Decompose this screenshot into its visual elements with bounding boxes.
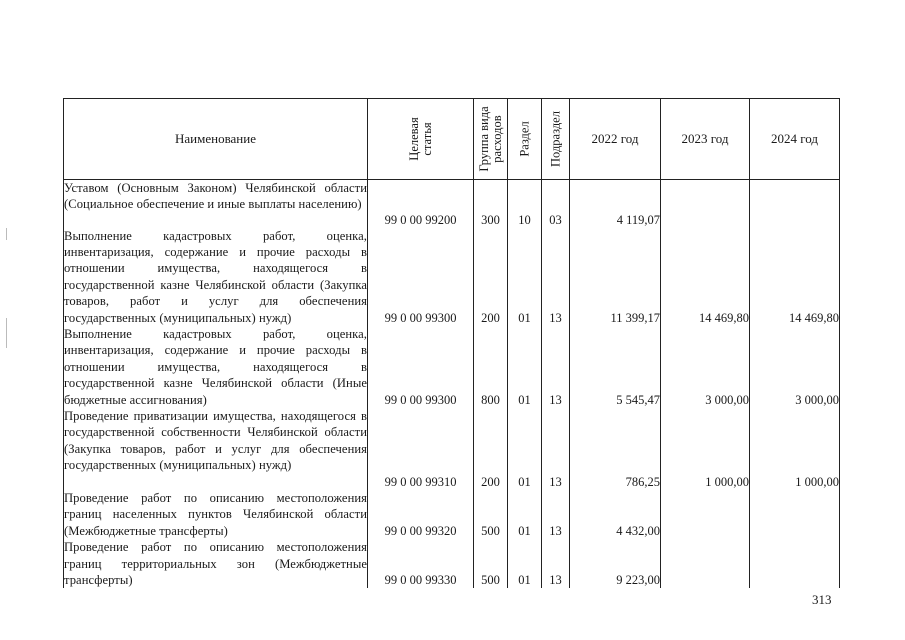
table-row	[64, 490, 840, 539]
row-2022: 11 399,17	[570, 228, 661, 326]
header-expense-group: Группа вида расходов	[474, 99, 508, 180]
row-2024: 1 000,00	[750, 408, 840, 490]
row-subsection: 13	[542, 490, 570, 539]
row-expense-group: 500	[474, 539, 508, 588]
row-2023	[661, 490, 750, 539]
row-expense-group: 300	[474, 180, 508, 228]
table-body	[64, 180, 840, 589]
table-row	[64, 228, 840, 326]
row-section: 01	[508, 228, 542, 326]
header-name: Наименование	[64, 99, 368, 180]
row-subsection: 03	[542, 180, 570, 228]
row-2023	[661, 180, 750, 228]
row-target-article: 99 0 00 99300	[368, 326, 474, 408]
row-name: Уставом (Основным Законом) Челябинской области (Социальное обеспечение и иные выплаты населению)	[64, 180, 368, 228]
row-target-article: 99 0 00 99320	[368, 490, 474, 539]
row-expense-group: 200	[474, 408, 508, 490]
row-subsection: 13	[542, 539, 570, 588]
row-section: 01	[508, 408, 542, 490]
scan-edge-mark	[6, 228, 7, 240]
row-2023: 1 000,00	[661, 408, 750, 490]
row-subsection: 13	[542, 228, 570, 326]
header-2023: 2023 год	[661, 99, 750, 180]
row-expense-group: 800	[474, 326, 508, 408]
row-2022: 4 119,07	[570, 180, 661, 228]
table-row	[64, 408, 840, 490]
row-expense-group: 200	[474, 228, 508, 326]
budget-table	[63, 98, 840, 588]
header-target-article: Целевая статья	[368, 99, 474, 180]
header-subsection: Подраздел	[542, 99, 570, 180]
row-section: 01	[508, 539, 542, 588]
page-number: 313	[812, 592, 832, 607]
row-name: Выполнение кадастровых работ, оценка, инвентаризация, содержание и прочие расходы в отношении имущества, находящегося в государственной казне Челябинской области (Закупка товаров, работ и услуг для обеспечения государственных (муниципальных) нужд)	[64, 228, 367, 325]
header-2022: 2022 год	[570, 99, 661, 180]
row-target-article: 99 0 00 99300	[368, 228, 474, 326]
row-target-article: 99 0 00 99200	[368, 180, 474, 228]
row-target-article: 99 0 00 99310	[368, 408, 474, 490]
row-2022: 9 223,00	[570, 539, 661, 588]
row-name: Проведение работ по описанию местоположения границ территориальных зон (Межбюджетные трансферты)	[64, 540, 367, 587]
row-2023: 3 000,00	[661, 326, 750, 408]
row-target-article: 99 0 00 99330	[368, 539, 474, 588]
table-row	[64, 539, 840, 588]
table-row	[64, 180, 840, 228]
scan-edge-mark	[6, 318, 7, 348]
row-subsection: 13	[542, 408, 570, 490]
row-section: 10	[508, 180, 542, 228]
row-name: Выполнение кадастровых работ, оценка, инвентаризация, содержание и прочие расходы в отношении имущества, находящегося в государственной казне Челябинской области (Иные бюджетные ассигнования)	[64, 326, 367, 407]
table-header	[64, 99, 840, 180]
row-section: 01	[508, 490, 542, 539]
row-section: 01	[508, 326, 542, 408]
row-name: Проведение приватизации имущества, находящегося в государственной собственности Челябинской области (Закупка товаров, работ и услуг для обеспечения государственных (муниципальных) нужд)	[64, 408, 368, 490]
header-2024: 2024 год	[750, 99, 840, 180]
row-2024: 14 469,80	[750, 228, 840, 326]
table-row	[64, 326, 840, 408]
header-section: Раздел	[508, 99, 542, 180]
row-subsection: 13	[542, 326, 570, 408]
row-2024	[750, 539, 840, 588]
row-2024	[750, 490, 840, 539]
row-2023	[661, 539, 750, 588]
row-expense-group: 500	[474, 490, 508, 539]
row-2022: 5 545,47	[570, 326, 661, 408]
row-2022: 4 432,00	[570, 490, 661, 539]
row-2024: 3 000,00	[750, 326, 840, 408]
row-2023: 14 469,80	[661, 228, 750, 326]
row-2024	[750, 180, 840, 228]
row-2022: 786,25	[570, 408, 661, 490]
row-name: Проведение работ по описанию местоположения границ населенных пунктов Челябинской области (Межбюджетные трансферты)	[64, 490, 367, 538]
